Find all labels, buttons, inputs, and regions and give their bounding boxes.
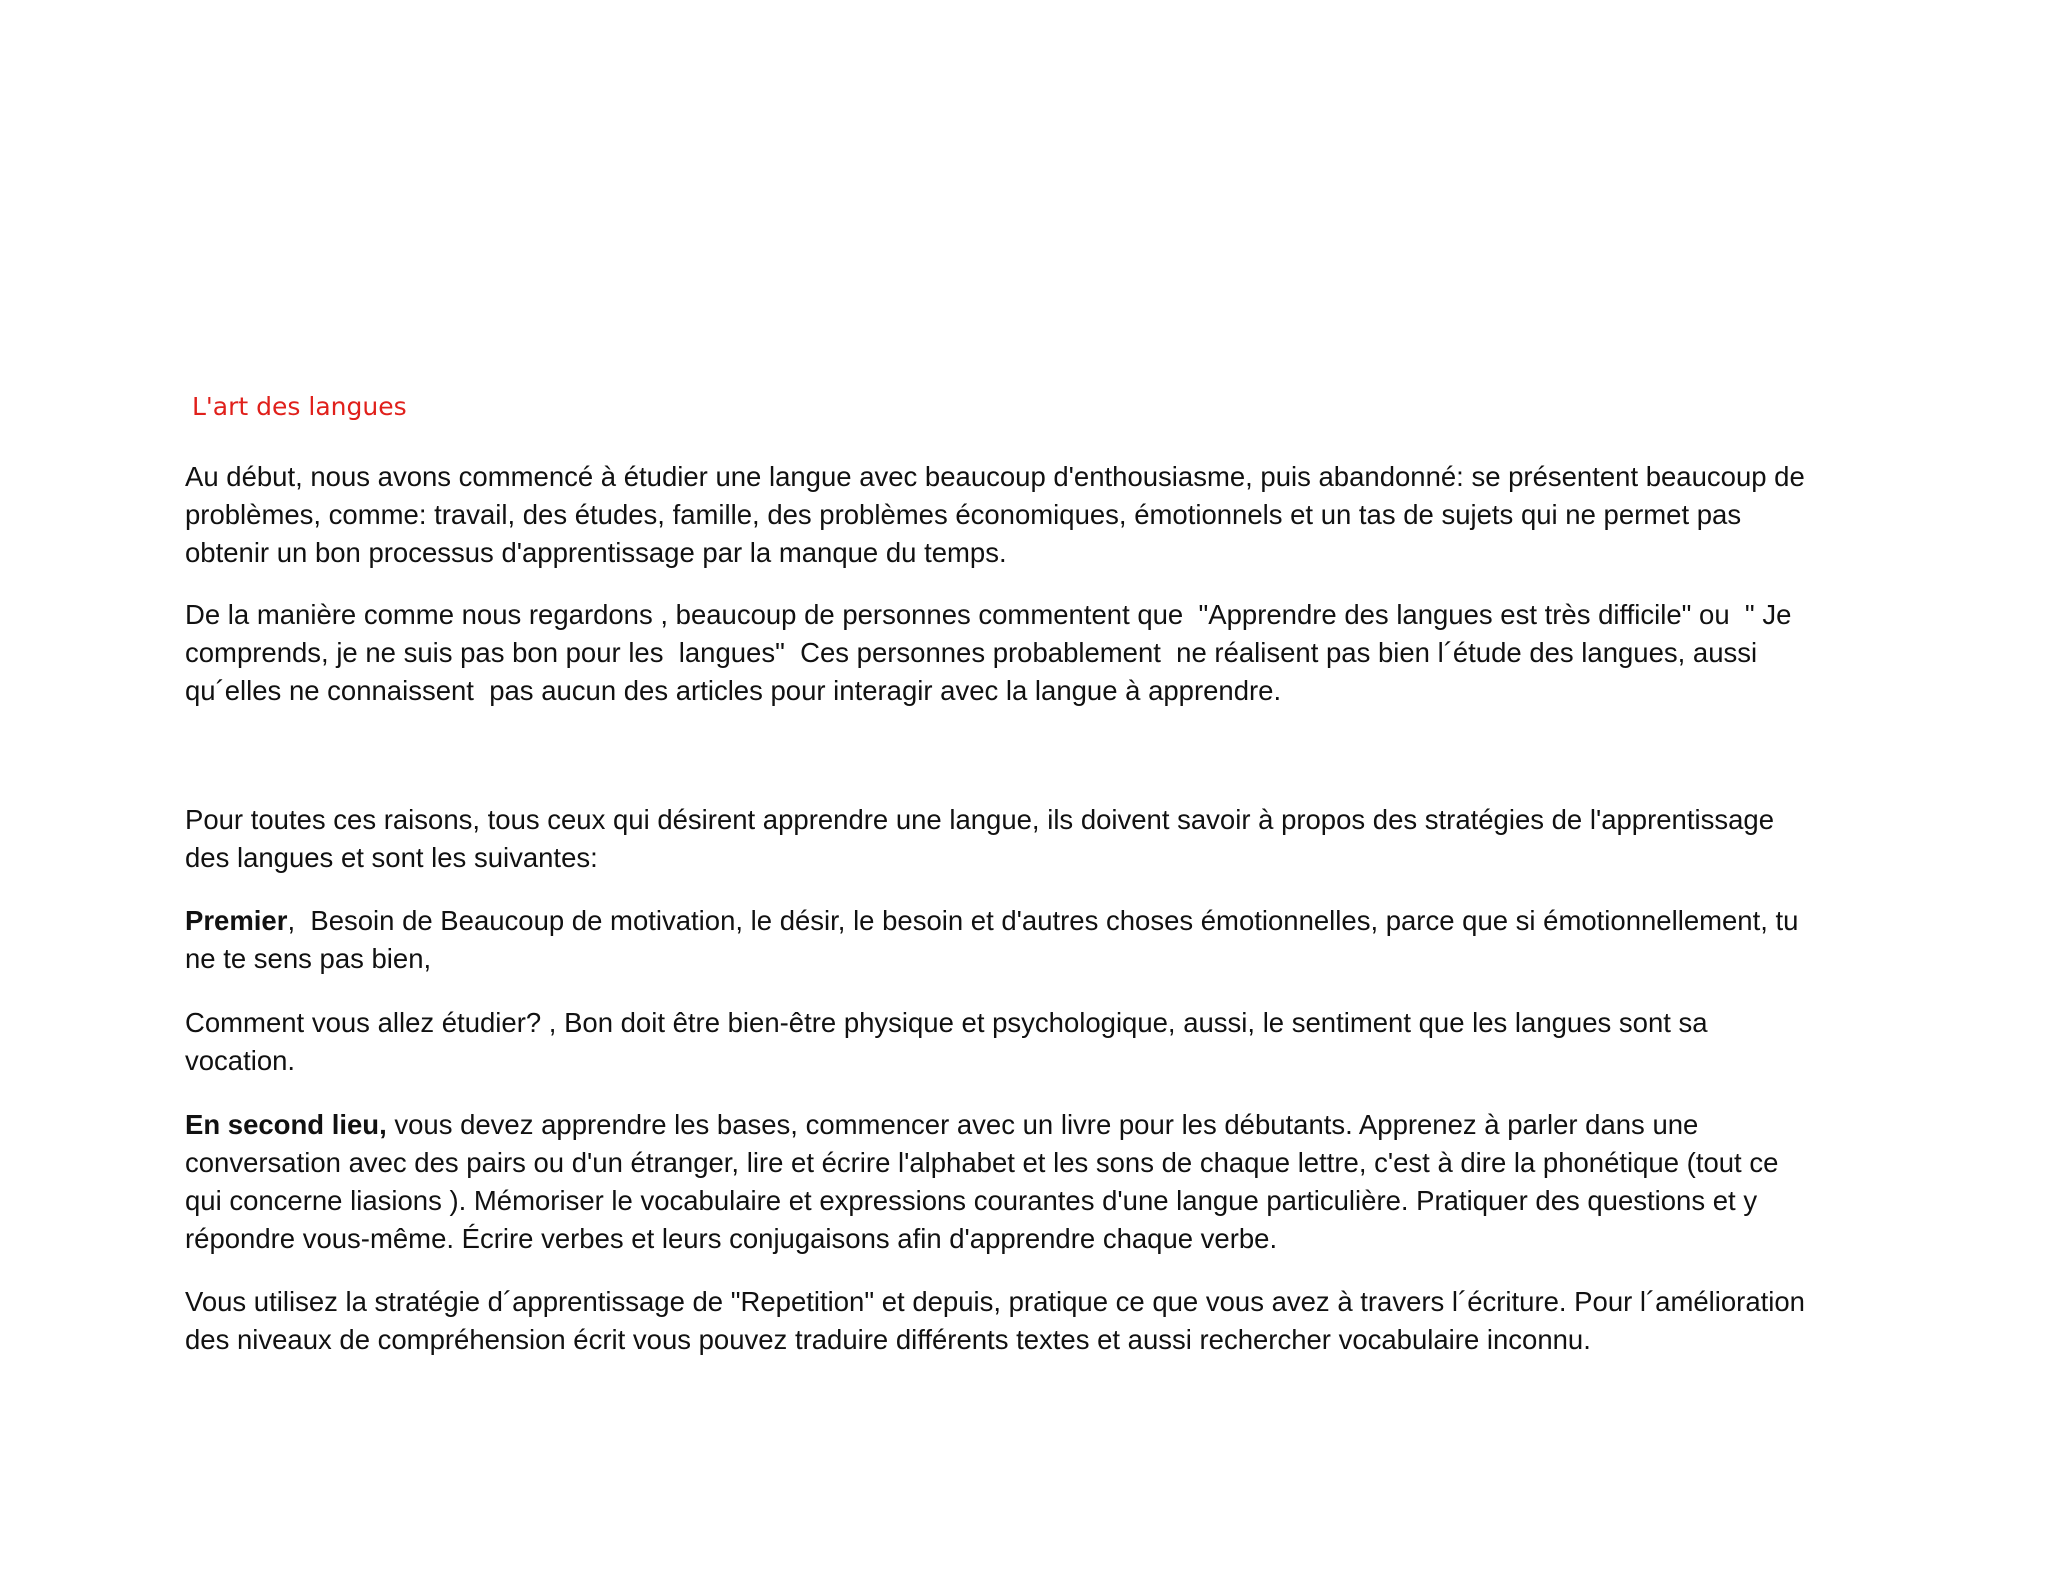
paragraph-4	[185, 902, 1885, 978]
paragraph-7-line-1: Vous utilisez la stratégie d´apprentissage de "Repetition" et depuis, pratique ce que vous avez à travers l´écriture. Pour l´amélioration	[185, 1286, 1805, 1317]
paragraph-4-bold-lead: Premier	[185, 905, 288, 936]
paragraph-2	[185, 596, 1885, 710]
paragraph-5-line-2: vocation.	[185, 1045, 296, 1076]
paragraph-5	[185, 1004, 1885, 1080]
paragraph-7	[185, 1283, 1885, 1359]
paragraph-3-line-2: des langues et sont les suivantes:	[185, 842, 598, 873]
paragraph-5-line-1: Comment vous allez étudier? , Bon doit être bien-être physique et psychologique, aussi, le sentiment que les langues sont sa	[185, 1007, 1708, 1038]
paragraph-6-line-2: conversation avec des pairs ou d'un étranger, lire et écrire l'alphabet et les sons de chaque lettre, c'est à dire la phonétique (tout ce	[185, 1147, 1779, 1178]
paragraph-3	[185, 801, 1885, 877]
paragraph-4-line-2: ne te sens pas bien,	[185, 943, 432, 974]
paragraph-1-line-3: obtenir un bon processus d'apprentissage par la manque du temps.	[185, 537, 1007, 568]
paragraph-6-bold-lead: En second lieu,	[185, 1109, 387, 1140]
document-title: L'art des langues	[192, 392, 407, 421]
paragraph-3-line-1: Pour toutes ces raisons, tous ceux qui désirent apprendre une langue, ils doivent savoir à propos des stratégies de l'apprentissage	[185, 804, 1774, 835]
paragraph-6-line-4: répondre vous-même. Écrire verbes et leurs conjugaisons afin d'apprendre chaque verbe.	[185, 1223, 1278, 1254]
paragraph-6-line-3: qui concerne liasions ). Mémoriser le vocabulaire et expressions courantes d'une langue particulière. Pratiquer des questions et y	[185, 1185, 1758, 1216]
paragraph-1-line-2: problèmes, comme: travail, des études, famille, des problèmes économiques, émotionnels et un tas de sujets qui ne permet pas	[185, 499, 1742, 530]
paragraph-2-line-2: comprends, je ne suis pas bon pour les langues" Ces personnes probablement ne réalisent pas bien l´étude des langues, aussi	[185, 637, 1758, 668]
paragraph-2-line-1: De la manière comme nous regardons , beaucoup de personnes commentent que "Apprendre des langues est très difficile" ou " Je	[185, 599, 1792, 630]
paragraph-6-line-1: vous devez apprendre les bases, commencer avec un livre pour les débutants. Apprenez à parler dans une	[386, 1109, 1699, 1140]
paragraph-1	[185, 458, 1885, 572]
paragraph-4-line-1: , Besoin de Beaucoup de motivation, le désir, le besoin et d'autres choses émotionnelles, parce que si émotionnellement, tu	[287, 905, 1799, 936]
paragraph-1-line-1: Au début, nous avons commencé à étudier une langue avec beaucoup d'enthousiasme, puis abandonné: se présentent beaucoup de	[185, 461, 1805, 492]
paragraph-7-line-2: des niveaux de compréhension écrit vous pouvez traduire différents textes et aussi rechercher vocabulaire inconnu.	[185, 1324, 1591, 1355]
paragraph-2-line-3: qu´elles ne connaissent pas aucun des articles pour interagir avec la langue à apprendre.	[185, 675, 1282, 706]
paragraph-6	[185, 1106, 1885, 1258]
